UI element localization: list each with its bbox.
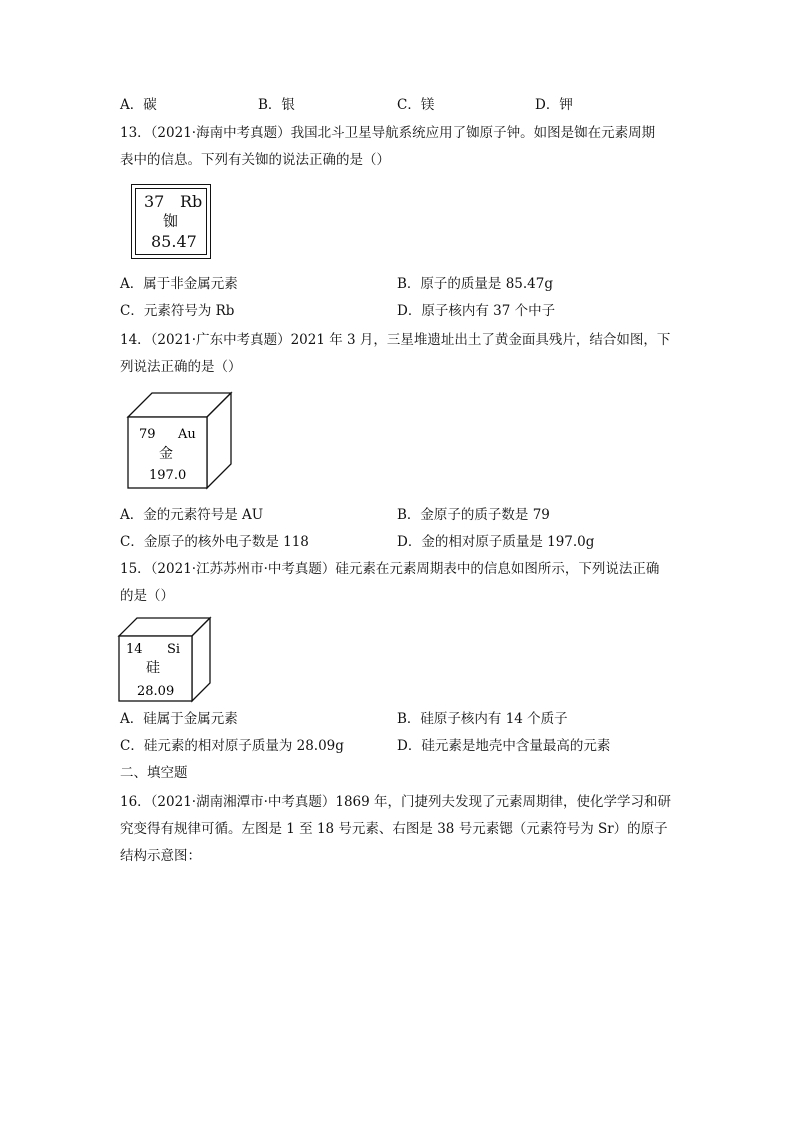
- q15-option-c: C．硅元素的相对原子质量为 28.09g: [120, 738, 344, 754]
- q16-stem-line1: 16．（2021·湖南湘潭市·中考真题）1869 年，门捷列夫发现了元素周期律，使化学学习和研: [120, 794, 672, 810]
- rubidium-element-tile: [131, 184, 211, 259]
- tile-atomic-mass: 197.0: [149, 468, 187, 483]
- q13-option-b: B．原子的质量是 85.47g: [397, 276, 554, 292]
- tile-atomic-number: 37: [144, 192, 165, 211]
- q14-option-c: C．金原子的核外电子数是 118: [120, 534, 309, 550]
- q13-option-c: C．元素符号为 Rb: [120, 303, 235, 319]
- q14-stem-line1: 14．（2021·广东中考真题）2021 年 3 月，三星堆遗址出土了黄金面具残片，结合如图，下: [120, 332, 671, 348]
- q15-option-b: B．硅原子核内有 14 个质子: [397, 711, 568, 727]
- silicon-element-cube: [118, 617, 212, 703]
- tile-atomic-number: 14: [126, 642, 143, 657]
- tile-atomic-number: 79: [139, 427, 156, 442]
- q16-stem-line2: 究变得有规律可循。左图是 1 至 18 号元素、右图是 38 号元素锶（元素符号为 Sr）的原子: [120, 821, 668, 837]
- tile-symbol: Au: [178, 427, 196, 442]
- q14-stem-line2: 列说法正确的是（）: [120, 359, 242, 375]
- q12-option-b: B．银: [258, 97, 295, 113]
- q15-option-d: D．硅元素是地壳中含量最高的元素: [397, 738, 611, 754]
- q13-option-d: D．原子核内有 37 个中子: [397, 303, 556, 319]
- gold-element-cube: [127, 392, 233, 490]
- q14-option-b: B．金原子的质子数是 79: [397, 507, 550, 523]
- tile-atomic-mass: 28.09: [137, 684, 175, 699]
- q12-option-d: D．钾: [535, 97, 573, 113]
- q15-stem-line2: 的是（）: [120, 588, 174, 604]
- tile-element-name: 铷: [163, 212, 179, 230]
- q16-stem-line3: 结构示意图：: [120, 848, 201, 864]
- q15-option-a: A．硅属于金属元素: [120, 711, 238, 727]
- tile-symbol: Si: [167, 642, 181, 657]
- tile-element-name: 硅: [146, 660, 160, 676]
- q13-option-a: A．属于非金属元素: [120, 276, 238, 292]
- tile-symbol: Rb: [180, 192, 203, 211]
- q15-stem-line1: 15．（2021·江苏苏州市·中考真题）硅元素在元素周期表中的信息如图所示，下列说法正确: [120, 561, 660, 577]
- q13-stem-line1: 13．（2021·海南中考真题）我国北斗卫星导航系统应用了铷原子钟。如图是铷在元素周期: [120, 125, 656, 141]
- q12-option-a: A．碳: [120, 97, 157, 113]
- q14-option-a: A．金的元素符号是 AU: [120, 507, 264, 523]
- tile-atomic-mass: 85.47: [151, 232, 197, 251]
- q14-option-d: D．金的相对原子质量是 197.0g: [397, 534, 595, 550]
- tile-element-name: 金: [159, 446, 173, 462]
- q12-option-c: C．镁: [397, 97, 435, 113]
- q13-stem-line2: 表中的信息。下列有关铷的说法正确的是（）: [120, 152, 390, 168]
- section-heading: 二、填空题: [120, 765, 188, 781]
